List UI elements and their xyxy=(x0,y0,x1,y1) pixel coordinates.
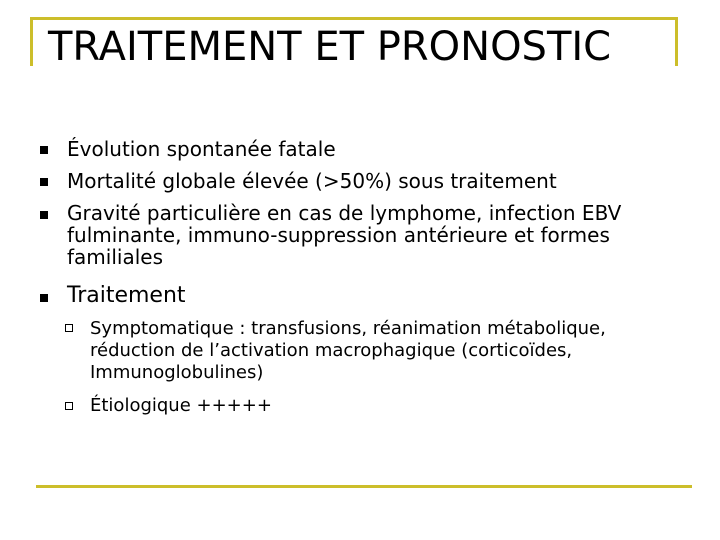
bullet-square-icon xyxy=(40,211,48,219)
bullet-square-icon xyxy=(40,146,48,154)
sub-bullet-item: Symptomatique : transfusions, réanimation métabolique, réduction de l’activation macrophagique (corticoïdes, Immunoglobulines) xyxy=(90,318,606,383)
sub-bullet-square-icon xyxy=(65,324,73,332)
bullet-item: Mortalité globale élevée (>50%) sous traitement xyxy=(67,169,557,193)
frame-right-line xyxy=(675,17,678,66)
bullet-square-icon xyxy=(40,178,48,186)
sub-bullet-square-icon xyxy=(65,402,73,410)
frame-left-line xyxy=(30,17,33,66)
bullet-item: Évolution spontanée fatale xyxy=(67,137,336,161)
bullet-square-icon xyxy=(40,294,48,302)
sub-bullet-item: Étiologique +++++ xyxy=(90,395,272,416)
slide-title: TRAITEMENT ET PRONOSTIC xyxy=(48,24,612,70)
frame-top-line xyxy=(30,17,678,20)
frame-bottom-line xyxy=(36,485,692,488)
bullet-item: Traitement xyxy=(67,283,186,308)
bullet-item: Gravité particulière en cas de lymphome, infection EBV fulminante, immuno-suppression antérieure et formes familiales xyxy=(67,201,622,269)
